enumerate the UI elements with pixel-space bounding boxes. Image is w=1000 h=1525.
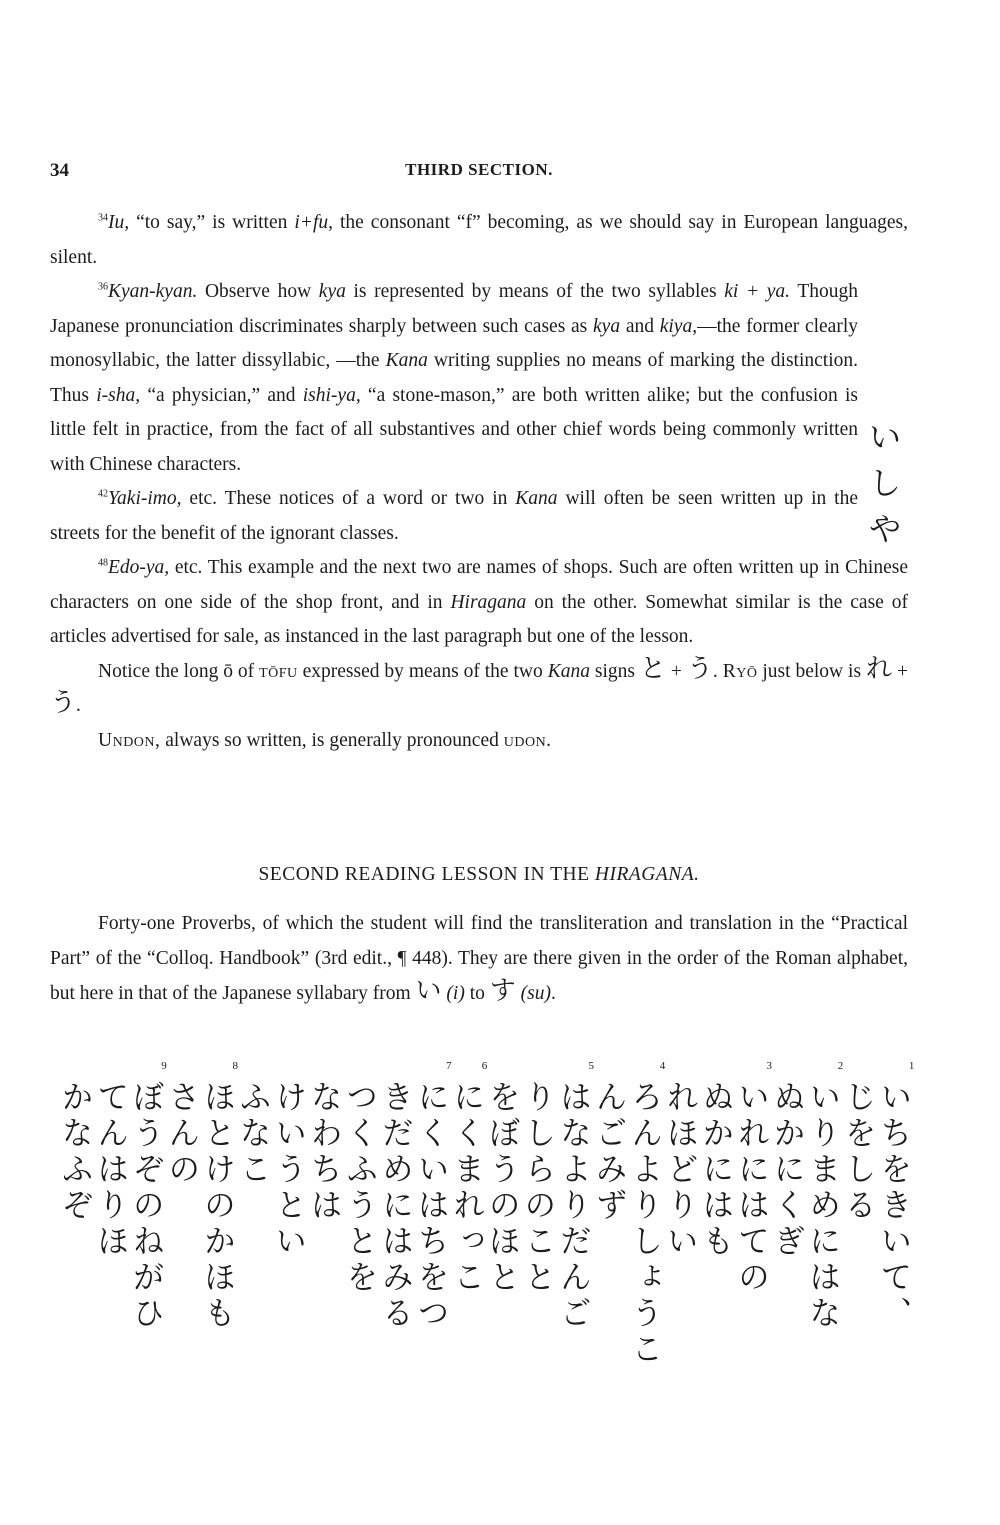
proverb-column — [56, 1060, 96, 1380]
romaji-kya: kya — [318, 281, 346, 302]
romaji-isha: i-sha, — [96, 384, 141, 406]
proverb-text: ぬかにはも — [697, 1080, 736, 1260]
kana-u: う — [50, 688, 77, 718]
note-ref: 42 — [98, 488, 108, 500]
proverb-number: 2 — [837, 1060, 844, 1072]
proverb-text: いれにはての — [733, 1080, 771, 1296]
proverb-text: なわちは — [305, 1080, 344, 1224]
intro-text: . — [550, 983, 556, 1004]
proverb-column — [412, 1060, 452, 1380]
note-text: etc. These notices of a word or two in — [181, 488, 516, 509]
kana-word: Kana — [385, 350, 428, 371]
note-48 — [50, 551, 908, 655]
proverb-column — [874, 1060, 914, 1380]
intro-text: Forty-one Proverbs, of which the student will find the transliteration and translation in the “Practical Part” of the “Colloq. Handbook” (3rd edit., ¶ 448). They are there given in the order of the Roman alphabet, but here in that of the Japanese syllabary from — [50, 913, 908, 1004]
kana-i: い — [415, 976, 442, 1006]
proverb-number: 4 — [659, 1060, 666, 1072]
kana-word: Kana — [547, 660, 590, 682]
side-kana-isha — [862, 414, 908, 552]
note-text: writing supplies no means of marking the distinction. Thus — [50, 350, 859, 406]
plus-sign: + — [665, 660, 687, 682]
proverb-number: 7 — [446, 1060, 452, 1072]
proverb-column — [696, 1060, 736, 1380]
intro-paragraph — [50, 906, 908, 1011]
proverb-text: ふなこ — [234, 1080, 273, 1188]
romaji-kya: kya — [593, 315, 621, 337]
proverb-column — [518, 1060, 558, 1380]
lesson-heading-italic: HIRAGANA. — [594, 864, 700, 885]
proverb-text: てんはりほ — [92, 1080, 131, 1260]
proverb-columns — [50, 1060, 915, 1380]
note-text: etc. This example and the next two are names of shops. Such are often written up in Chinese characters on one side of the shop front, and in — [50, 557, 908, 613]
lesson-heading-text: SECOND READING LESSON IN THE — [258, 864, 595, 885]
word-undon: Undon, — [98, 729, 161, 751]
page-number: 34 — [50, 160, 69, 181]
note-text: —the former clearly monosyllabic, the latter dissyllabic, —the — [50, 315, 858, 371]
proverb-column — [91, 1060, 131, 1380]
proverb-text: きだめにはみる — [377, 1080, 415, 1332]
proverb-text: をぼうのほと — [483, 1080, 522, 1296]
kana-to: と — [639, 653, 666, 684]
proverb-column — [340, 1060, 380, 1380]
note-udon — [50, 724, 908, 759]
note-42 — [50, 482, 858, 551]
proverb-column — [590, 1060, 630, 1380]
proverb-column — [376, 1060, 416, 1380]
word-tofu: tōfu — [259, 660, 298, 682]
note-ref: 48 — [98, 557, 108, 569]
proverb-column — [127, 1060, 167, 1380]
proverb-text: かなふぞ — [56, 1080, 95, 1224]
proverb-column — [732, 1060, 772, 1380]
section-title: THIRD SECTION. — [405, 160, 553, 179]
period: . — [76, 695, 81, 716]
proverb-column — [234, 1060, 274, 1380]
kana-re: れ — [865, 653, 893, 684]
note-text: “a stone-mason,” are both written alike; but the confusion is little felt in practice, from the fact of all substantives and other chief words being commonly written with Chinese characters. — [50, 384, 859, 475]
proverb-text: れほどりい — [661, 1080, 700, 1260]
proverb-column — [803, 1060, 843, 1380]
period: . — [712, 660, 718, 682]
proverb-number: 8 — [232, 1060, 238, 1072]
notes — [50, 206, 908, 758]
romaji-kiya: kiya, — [659, 315, 698, 337]
note-text: “a physician,” and — [140, 384, 303, 406]
proverb-number: 1 — [908, 1060, 915, 1072]
note-ref: 36 — [98, 281, 108, 293]
proverb-number: 9 — [161, 1060, 167, 1072]
proverb-text: ぼうぞのねがひ — [127, 1080, 166, 1332]
note-term: Kyan-kyan. — [108, 281, 198, 302]
word-udon: udon. — [503, 729, 552, 751]
proverb-text: じをしる — [839, 1080, 878, 1224]
side-kana-char: や — [868, 510, 901, 548]
proverb-number: 6 — [481, 1060, 488, 1072]
note-tofu — [50, 655, 908, 724]
proverb-text: ろんよりしょうこ — [626, 1080, 665, 1368]
note-term: Iu, — [108, 212, 130, 233]
proverb-column — [768, 1060, 808, 1380]
proverb-column — [447, 1060, 487, 1380]
romaji-ki-ya: ki + ya. — [724, 281, 791, 302]
proverb-column — [483, 1060, 523, 1380]
proverb-number: 3 — [766, 1060, 772, 1072]
proverb-text: つくふうとを — [341, 1080, 380, 1296]
proverb-text: りしらのこと — [519, 1080, 558, 1296]
kana-u: う — [686, 653, 713, 684]
proverb-column — [661, 1060, 701, 1380]
proverb-text: はなよりだんご — [555, 1080, 593, 1332]
proverb-column — [162, 1060, 202, 1380]
note-text: Observe how — [197, 281, 319, 302]
proverb-column — [839, 1060, 879, 1380]
note-ref: 34 — [98, 212, 108, 224]
side-kana-char: し — [868, 464, 901, 502]
hiragana-word: Hiragana — [450, 591, 527, 613]
lesson-heading — [50, 864, 908, 886]
note-term: Edo-ya, — [108, 557, 170, 578]
lesson-intro — [50, 906, 908, 1011]
proverb-column — [625, 1060, 665, 1380]
plus-sign: + — [892, 660, 908, 682]
kana-word: Kana — [515, 488, 558, 509]
intro-text: to — [464, 983, 490, 1004]
proverb-text: にくまれっこ — [448, 1080, 487, 1296]
note-text: just below is — [757, 660, 866, 682]
note-text: is represented by means of the two syllables — [345, 281, 725, 302]
note-text: the consonant “f” becoming, as we should say in European languages, silent. — [50, 212, 908, 268]
kana-su: す — [489, 976, 516, 1006]
note-term: Yaki-imo, — [108, 488, 182, 509]
side-kana-char: い — [868, 418, 901, 456]
romaji-ishiya: ishi-ya, — [302, 384, 361, 406]
note-text: will often be seen written up in the streets for the benefit of the ignorant classes. — [50, 488, 858, 544]
running-head — [50, 160, 908, 190]
note-text: signs — [589, 660, 640, 682]
note-text: “to say,” is written — [129, 212, 295, 233]
proverb-column — [198, 1060, 238, 1380]
note-text: expressed by means of the two — [297, 660, 548, 682]
note-34 — [50, 206, 908, 275]
note-36 — [50, 275, 858, 482]
proverb-text: ほとけのかほも — [199, 1080, 237, 1332]
word-ryo: Ryō — [722, 660, 758, 682]
proverb-column — [305, 1060, 345, 1380]
proverb-text: さんの — [163, 1080, 202, 1188]
proverb-column — [554, 1060, 594, 1380]
proverb-text: いちをきいて、 — [875, 1080, 914, 1332]
note-text: always so written, is generally pronounced — [160, 729, 504, 751]
proverb-number: 5 — [588, 1060, 594, 1072]
romaji-su: (su) — [515, 983, 551, 1004]
proverb-text: ぬかにくぎ — [768, 1080, 807, 1260]
note-text: and — [620, 315, 660, 337]
proverb-text: いりまめにはな — [804, 1080, 843, 1332]
note-text: Notice the long ō of — [98, 660, 260, 682]
romaji-i: (i) — [441, 983, 465, 1004]
proverb-column — [269, 1060, 309, 1380]
note-text: Though Japanese pronunciation discriminates sharply between such cases as — [50, 281, 859, 337]
proverb-text: にくいはちをつ — [412, 1080, 451, 1332]
note-text: on the other. Somewhat similar is the case of articles advertised for sale, as instanced in the last paragraph but one of the lesson. — [50, 591, 909, 647]
note-formula: i+fu, — [294, 212, 333, 233]
proverb-text: けいうとい — [270, 1080, 309, 1260]
proverb-text: んごみず — [590, 1080, 629, 1224]
